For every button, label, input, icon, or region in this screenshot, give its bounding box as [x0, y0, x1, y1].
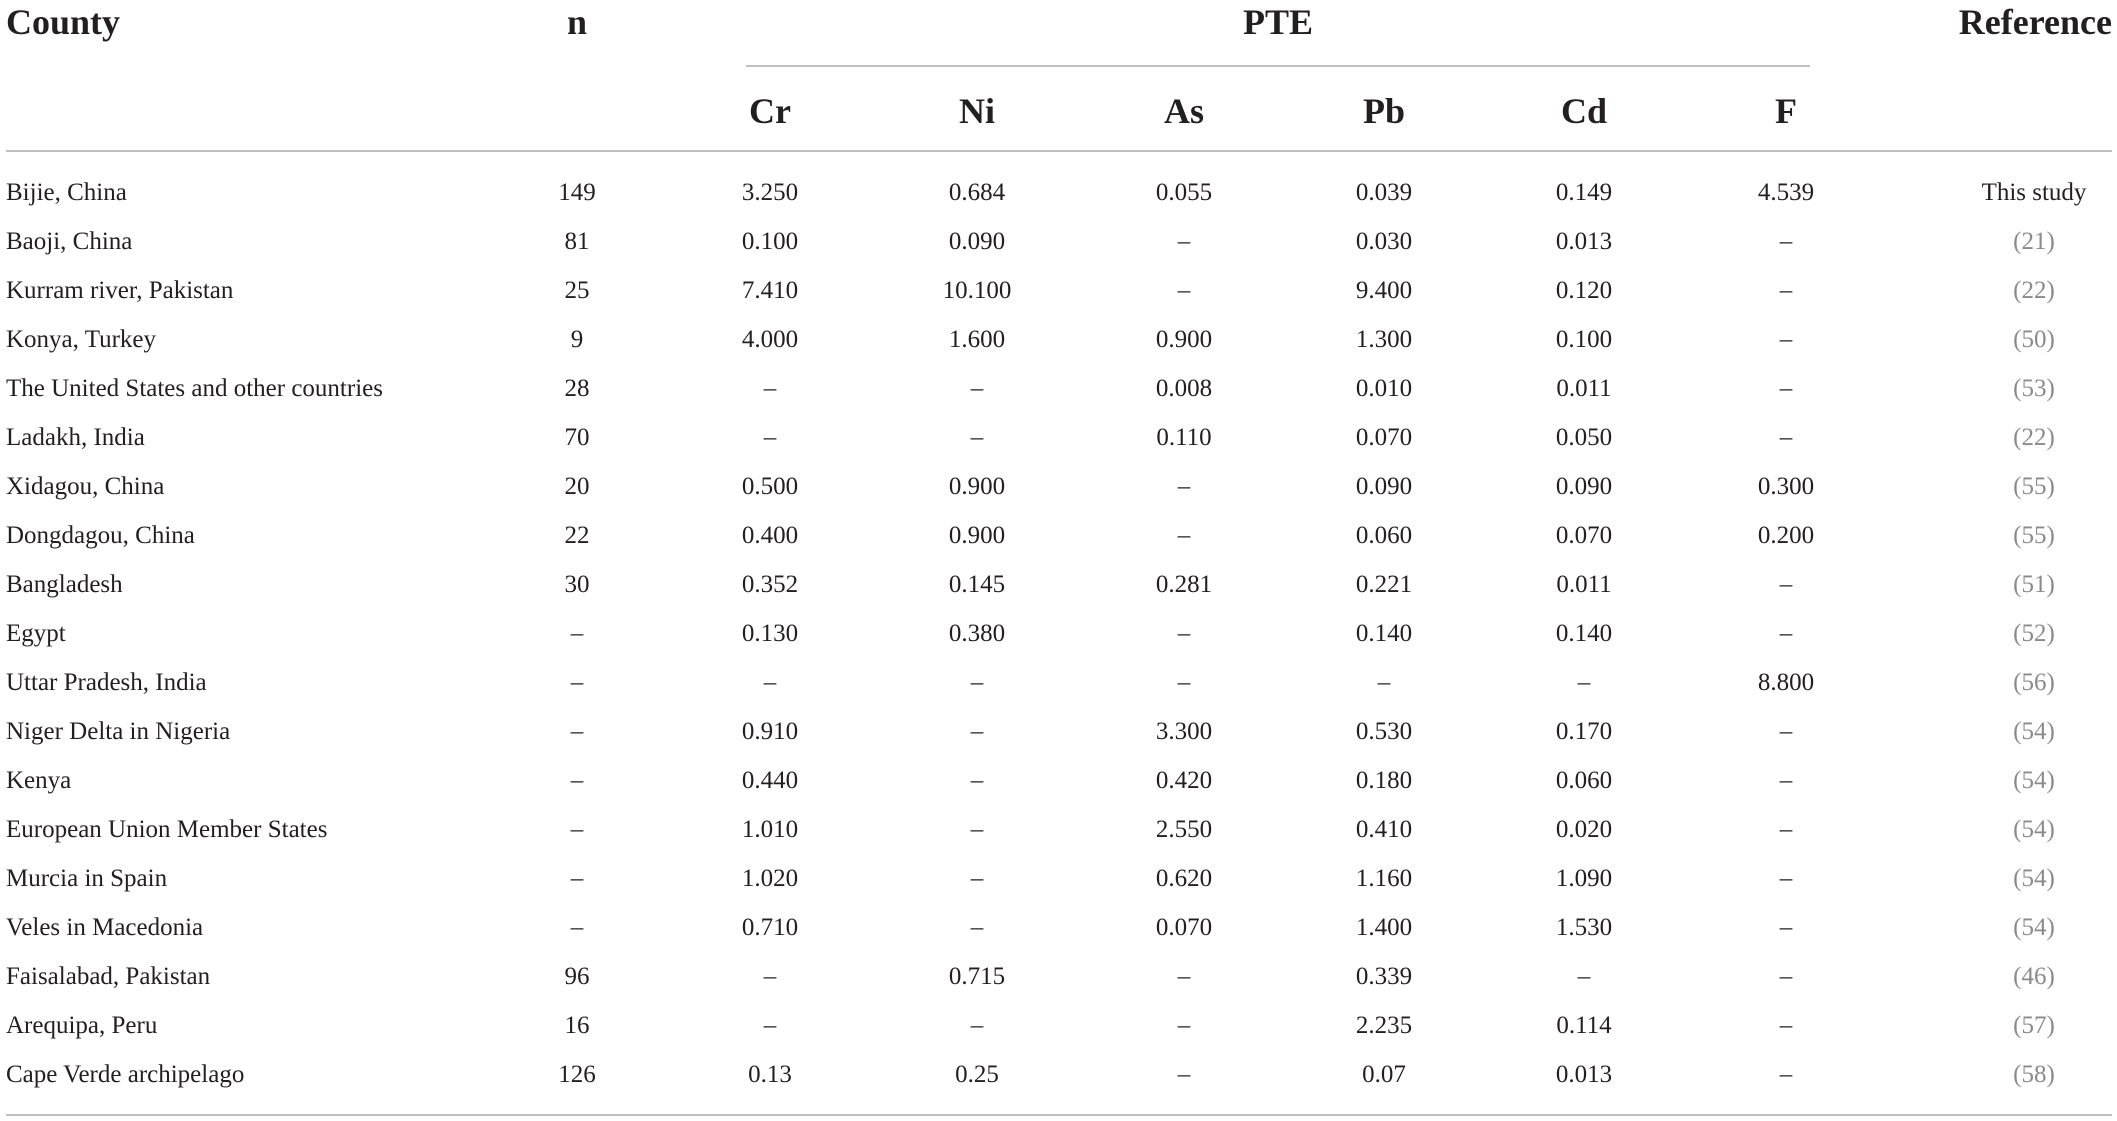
cell-pb: 1.160	[1355, 865, 1413, 892]
table-row	[0, 217, 2117, 266]
cell-cr: 0.100	[741, 228, 799, 255]
table-row	[0, 315, 2117, 364]
cell-ni: 0.25	[955, 1061, 999, 1088]
cell-as: 0.110	[1156, 424, 1212, 451]
header-cd: Cd	[1560, 91, 1608, 131]
cell-country: European Union Member States	[6, 816, 328, 843]
cell-cd: 0.011	[1556, 571, 1612, 598]
cell-as: –	[1177, 277, 1191, 304]
cell-pb: 0.060	[1355, 522, 1413, 549]
cell-ni: 0.900	[948, 522, 1006, 549]
cell-pb: 0.410	[1355, 816, 1413, 843]
cell-cr: –	[763, 424, 777, 451]
cell-n: 20	[564, 473, 590, 500]
cell-country: Dongdagou, China	[6, 522, 195, 549]
header-as: As	[1163, 91, 1205, 131]
header-n: n	[566, 2, 588, 42]
cell-f: –	[1779, 816, 1793, 843]
table-bottom-rule	[6, 1114, 2112, 1116]
cell-n: 25	[564, 277, 590, 304]
cell-f: –	[1779, 228, 1793, 255]
cell-country: Kenya	[6, 767, 72, 794]
cell-f: –	[1779, 375, 1793, 402]
header-pte: PTE	[1242, 2, 1314, 42]
cell-cr: 1.020	[741, 865, 799, 892]
cell-pb: 0.090	[1355, 473, 1413, 500]
cell-cd: 1.530	[1555, 914, 1613, 941]
cell-ni: –	[970, 718, 984, 745]
cell-pb: 2.235	[1355, 1012, 1413, 1039]
cell-pb: 0.140	[1355, 620, 1413, 647]
cell-cd: 0.070	[1555, 522, 1613, 549]
cell-cd: 0.114	[1556, 1012, 1612, 1039]
cell-ni: 10.100	[942, 277, 1012, 304]
cell-as: 3.300	[1155, 718, 1213, 745]
cell-country: Niger Delta in Nigeria	[6, 718, 231, 745]
cell-reference[interactable]: (54)	[2013, 767, 2055, 794]
cell-country: Egypt	[6, 620, 66, 647]
cell-country: Veles in Macedonia	[6, 914, 204, 941]
cell-cr: 0.440	[741, 767, 799, 794]
cell-pb: 0.221	[1355, 571, 1413, 598]
cell-as: 0.055	[1155, 179, 1213, 206]
cell-reference: This study	[1981, 179, 2087, 206]
table-row	[0, 658, 2117, 707]
cell-ni: 0.090	[948, 228, 1006, 255]
cell-cr: 0.500	[741, 473, 799, 500]
cell-reference[interactable]: (46)	[2013, 963, 2055, 990]
table-row	[0, 805, 2117, 854]
cell-f: –	[1779, 865, 1793, 892]
cell-as: 0.281	[1155, 571, 1213, 598]
cell-as: –	[1177, 620, 1191, 647]
table-row	[0, 413, 2117, 462]
header-cr: Cr	[749, 91, 791, 131]
cell-n: –	[570, 767, 584, 794]
cell-f: –	[1779, 424, 1793, 451]
cell-f: –	[1779, 326, 1793, 353]
table-row	[0, 756, 2117, 805]
cell-cd: 0.011	[1556, 375, 1612, 402]
cell-n: 16	[564, 1012, 590, 1039]
cell-reference[interactable]: (56)	[2013, 669, 2055, 696]
cell-as: –	[1177, 473, 1191, 500]
cell-f: –	[1779, 767, 1793, 794]
cell-ni: –	[970, 424, 984, 451]
cell-cr: 4.000	[741, 326, 799, 353]
cell-pb: 0.030	[1355, 228, 1413, 255]
cell-n: –	[570, 865, 584, 892]
cell-cd: –	[1577, 963, 1591, 990]
cell-country: Bangladesh	[6, 571, 123, 598]
table-row	[0, 707, 2117, 756]
cell-ni: 1.600	[948, 326, 1006, 353]
cell-pb: 9.400	[1355, 277, 1413, 304]
cell-cd: 0.050	[1555, 424, 1613, 451]
cell-cr: –	[763, 963, 777, 990]
cell-f: –	[1779, 571, 1793, 598]
cell-country: The United States and other countries	[6, 375, 383, 402]
cell-ni: 0.145	[948, 571, 1006, 598]
cell-reference[interactable]: (52)	[2013, 620, 2055, 647]
header-bottom-rule	[6, 150, 2112, 152]
cell-f: –	[1779, 620, 1793, 647]
cell-n: –	[570, 620, 584, 647]
cell-ni: –	[970, 375, 984, 402]
cell-country: Bijie, China	[6, 179, 127, 206]
cell-pb: 0.039	[1355, 179, 1413, 206]
cell-f: –	[1779, 1012, 1793, 1039]
cell-as: 0.070	[1155, 914, 1213, 941]
cell-as: 0.420	[1155, 767, 1213, 794]
table-row	[0, 609, 2117, 658]
cell-pb: 1.400	[1355, 914, 1413, 941]
cell-as: –	[1177, 228, 1191, 255]
table-row	[0, 511, 2117, 560]
cell-as: –	[1177, 1012, 1191, 1039]
cell-pb: 0.530	[1355, 718, 1413, 745]
header-pb: Pb	[1362, 91, 1406, 131]
cell-n: –	[570, 669, 584, 696]
cell-n: 30	[564, 571, 590, 598]
cell-as: 0.620	[1155, 865, 1213, 892]
cell-cr: 0.910	[741, 718, 799, 745]
cell-f: 0.200	[1757, 522, 1815, 549]
cell-cr: 7.410	[741, 277, 799, 304]
cell-cr: –	[763, 375, 777, 402]
cell-cr: 0.130	[741, 620, 799, 647]
cell-pb: 0.010	[1355, 375, 1413, 402]
cell-reference[interactable]: (55)	[2013, 522, 2055, 549]
cell-as: 0.008	[1155, 375, 1213, 402]
cell-reference[interactable]: (54)	[2013, 865, 2055, 892]
cell-n: 9	[570, 326, 584, 353]
cell-as: 0.900	[1155, 326, 1213, 353]
cell-reference[interactable]: (58)	[2013, 1061, 2055, 1088]
cell-f: –	[1779, 1061, 1793, 1088]
cell-cd: 0.013	[1555, 228, 1613, 255]
table-row	[0, 854, 2117, 903]
cell-country: Ladakh, India	[6, 424, 145, 451]
cell-cd: 0.120	[1555, 277, 1613, 304]
table-row	[0, 952, 2117, 1001]
cell-cr: 0.400	[741, 522, 799, 549]
cell-f: –	[1779, 914, 1793, 941]
cell-ni: 0.900	[948, 473, 1006, 500]
cell-ni: 0.684	[948, 179, 1006, 206]
header-f: F	[1775, 91, 1797, 131]
cell-cr: 0.13	[748, 1061, 792, 1088]
cell-cr: 0.710	[741, 914, 799, 941]
cell-country: Cape Verde archipelago	[6, 1061, 245, 1088]
cell-pb: 0.070	[1355, 424, 1413, 451]
cell-n: 70	[564, 424, 590, 451]
cell-cd: –	[1577, 669, 1591, 696]
cell-as: –	[1177, 963, 1191, 990]
table-row	[0, 266, 2117, 315]
pte-group-rule	[746, 65, 1810, 67]
table-row	[0, 560, 2117, 609]
cell-n: 126	[558, 1061, 596, 1088]
cell-f: –	[1779, 277, 1793, 304]
cell-cd: 0.149	[1555, 179, 1613, 206]
cell-cr: 3.250	[741, 179, 799, 206]
cell-f: –	[1779, 963, 1793, 990]
cell-cr: –	[763, 1012, 777, 1039]
cell-n: 81	[564, 228, 590, 255]
table-row	[0, 1050, 2117, 1099]
cell-reference[interactable]: (51)	[2013, 571, 2055, 598]
cell-cr: –	[763, 669, 777, 696]
cell-f: 0.300	[1757, 473, 1815, 500]
cell-cr: 1.010	[741, 816, 799, 843]
cell-reference[interactable]: (53)	[2013, 375, 2055, 402]
cell-reference[interactable]: (54)	[2013, 718, 2055, 745]
cell-cd: 0.090	[1555, 473, 1613, 500]
cell-reference[interactable]: (50)	[2013, 326, 2055, 353]
table-row	[0, 168, 2117, 217]
cell-reference[interactable]: (22)	[2013, 424, 2055, 451]
cell-country: Faisalabad, Pakistan	[6, 963, 211, 990]
cell-ni: –	[970, 914, 984, 941]
cell-country: Konya, Turkey	[6, 326, 157, 353]
table-row	[0, 903, 2117, 952]
header-country: County	[6, 2, 121, 42]
cell-reference[interactable]: (22)	[2013, 277, 2055, 304]
cell-country: Baoji, China	[6, 228, 133, 255]
cell-n: 22	[564, 522, 590, 549]
cell-ni: –	[970, 767, 984, 794]
cell-as: 2.550	[1155, 816, 1213, 843]
cell-reference[interactable]: (54)	[2013, 816, 2055, 843]
cell-as: –	[1177, 669, 1191, 696]
table-row	[0, 364, 2117, 413]
table-row	[0, 1001, 2117, 1050]
cell-reference[interactable]: (57)	[2013, 1012, 2055, 1039]
cell-country: Kurram river, Pakistan	[6, 277, 234, 304]
cell-pb: 0.339	[1355, 963, 1413, 990]
cell-ni: –	[970, 669, 984, 696]
cell-country: Xidagou, China	[6, 473, 165, 500]
cell-n: –	[570, 816, 584, 843]
cell-ni: 0.380	[948, 620, 1006, 647]
cell-f: 8.800	[1757, 669, 1815, 696]
cell-ni: –	[970, 816, 984, 843]
cell-n: 28	[564, 375, 590, 402]
cell-cd: 0.060	[1555, 767, 1613, 794]
cell-cd: 0.020	[1555, 816, 1613, 843]
table-row	[0, 462, 2117, 511]
cell-cd: 0.140	[1555, 620, 1613, 647]
cell-n: –	[570, 914, 584, 941]
cell-f: 4.539	[1757, 179, 1815, 206]
cell-as: –	[1177, 522, 1191, 549]
cell-pb: –	[1377, 669, 1391, 696]
cell-n: 96	[564, 963, 590, 990]
cell-as: –	[1177, 1061, 1191, 1088]
cell-ni: –	[970, 865, 984, 892]
cell-country: Uttar Pradesh, India	[6, 669, 207, 696]
cell-country: Arequipa, Peru	[6, 1012, 158, 1039]
cell-ni: –	[970, 1012, 984, 1039]
cell-cr: 0.352	[741, 571, 799, 598]
cell-country: Murcia in Spain	[6, 865, 168, 892]
cell-reference[interactable]: (21)	[2013, 228, 2055, 255]
cell-reference[interactable]: (55)	[2013, 473, 2055, 500]
header-ni: Ni	[959, 91, 995, 131]
cell-pb: 0.07	[1362, 1061, 1406, 1088]
cell-reference[interactable]: (54)	[2013, 914, 2055, 941]
cell-pb: 0.180	[1355, 767, 1413, 794]
cell-n: –	[570, 718, 584, 745]
cell-cd: 0.013	[1555, 1061, 1613, 1088]
cell-cd: 0.100	[1555, 326, 1613, 353]
cell-cd: 0.170	[1555, 718, 1613, 745]
cell-pb: 1.300	[1355, 326, 1413, 353]
cell-n: 149	[558, 179, 596, 206]
header-reference: Reference	[1958, 2, 2112, 42]
cell-ni: 0.715	[948, 963, 1006, 990]
cell-f: –	[1779, 718, 1793, 745]
cell-cd: 1.090	[1555, 865, 1613, 892]
